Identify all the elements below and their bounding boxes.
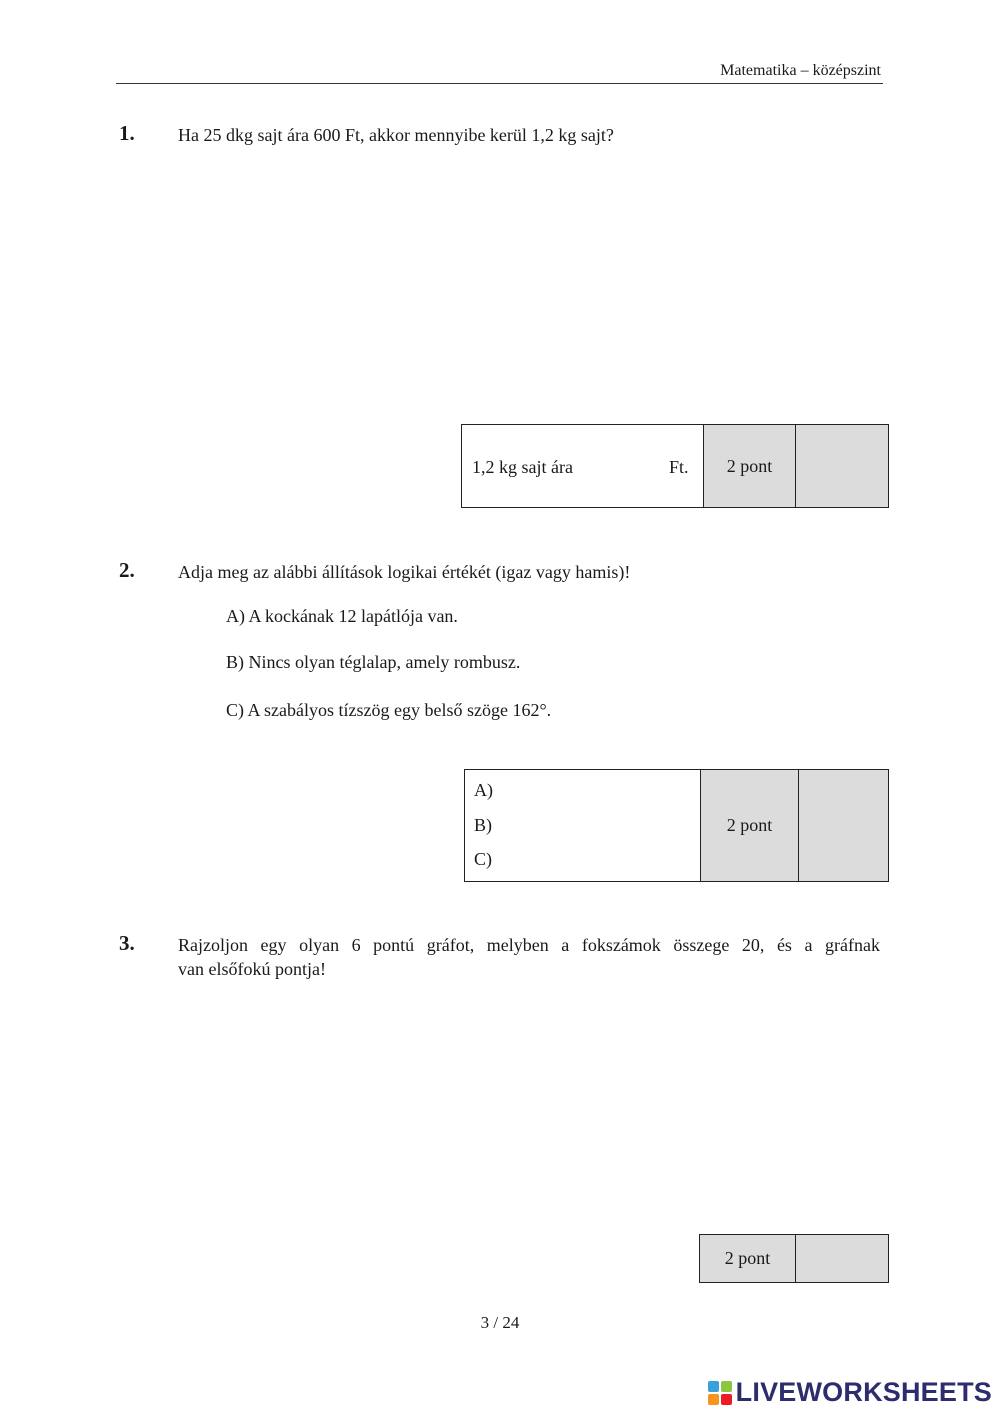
question-1-text: Ha 25 dkg sajt ára 600 Ft, akkor mennyibe kerül 1,2 kg sajt? xyxy=(178,125,614,145)
page-number: 3 / 24 xyxy=(480,1313,520,1332)
question-3-points-label: 2 pont xyxy=(724,1248,771,1268)
question-1-answer-unit: Ft. xyxy=(669,457,689,477)
question-3-points xyxy=(700,1235,795,1282)
statement-b: B) Nincs olyan téglalap, amely rombusz. xyxy=(226,652,521,672)
question-1-number: 1. xyxy=(119,121,135,145)
question-3-answer-box xyxy=(699,1234,889,1283)
answer-label-a: A) xyxy=(474,780,493,800)
question-2-number: 2. xyxy=(119,558,135,582)
question-1-points-label: 2 pont xyxy=(726,455,773,476)
question-3-score-cell xyxy=(795,1235,888,1282)
statement-c: C) A szabályos tízszög egy belső szöge 162°. xyxy=(226,700,552,720)
liveworksheets-logo-text: LIVEWORKSHEETS xyxy=(735,1377,992,1407)
answer-label-c: C) xyxy=(474,849,492,869)
question-2-answer-box xyxy=(464,769,889,882)
question-2-text: Adja meg az alábbi állítások logikai értékét (igaz vagy hamis)! xyxy=(178,562,631,582)
question-3-number: 3. xyxy=(119,931,135,955)
question-1-answer-field[interactable] xyxy=(462,425,703,507)
question-1-answer-box xyxy=(461,424,889,508)
answer-label-b: B) xyxy=(474,815,492,835)
question-3-text-line-1: Rajzoljon egy olyan 6 pontú gráfot, melyben a fokszámok összege 20, és a gráfnak xyxy=(178,935,880,955)
question-1-points xyxy=(703,425,795,507)
liveworksheets-logo-icon xyxy=(708,1381,732,1405)
question-2-points xyxy=(700,770,798,881)
question-2-points-label: 2 pont xyxy=(726,815,773,835)
question-3-text-line-2: van elsőfokú pontja! xyxy=(178,959,326,979)
question-2-score-cell xyxy=(798,770,888,881)
liveworksheets-logo xyxy=(708,1377,992,1408)
question-1-score-cell xyxy=(795,425,888,507)
statement-a: A) A kockának 12 lapátlója van. xyxy=(226,606,458,626)
page-header-title: Matematika – középszint xyxy=(720,62,881,79)
question-1-answer-label: 1,2 kg sajt ára xyxy=(472,457,573,477)
question-2-answer-field[interactable] xyxy=(465,770,700,881)
header-divider xyxy=(116,83,883,84)
